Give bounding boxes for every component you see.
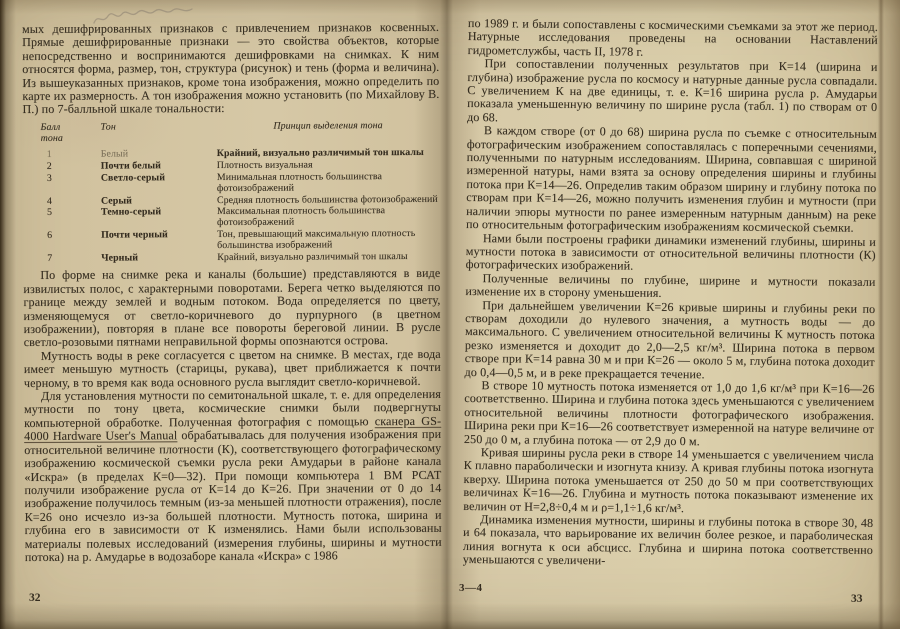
row-principle: Средняя плотность большинства фотоизображений [216, 193, 438, 206]
left-page [22, 21, 442, 565]
left-page-number: 32 [29, 592, 41, 604]
row-principle: Крайний, визуально различимый тон шкалы [217, 250, 408, 263]
row-score: 7 [47, 252, 53, 264]
row-principle: Тон, превышающий максимальную плотность большинства изображений [217, 227, 416, 251]
table-row [41, 206, 440, 230]
left-paragraph-turbidity: Мутность воды в реке согласуется с цветом на снимке. В местах, где вода имеет меньшую мутность (старицы, рукава), цвет приближается к почти черному, в то время как вода основного русла выглядит светло-коричневой. [23, 346, 441, 390]
tone-scale-table [41, 121, 441, 265]
right-paragraph-comparison: При сопоставлении полученных результатов при К=14 (ширина и глубина) изображение русла по космосу и натурные данные русла совпадали. С увеличением К на две единицы, т. е. К=16 ширина русла р. Амударьи показала уменьшенную величину по ширине русла (табл. 1) по створам от 0 до 68. [466, 56, 878, 125]
row-tone: Почти белый [100, 160, 161, 172]
scanner-text-pre: Для установления мутности по семитональной шкале, т. е. для определения мутности по тону цвета, космические снимки были подвергнуты компьютерной обработке. Полученная фотография с помощью [23, 386, 442, 430]
row-score: 3 [46, 172, 52, 184]
row-tone: Серый [100, 195, 132, 207]
header-principle: Принцип выделения тона [273, 119, 383, 132]
row-score: 2 [46, 161, 52, 173]
left-paragraph-continued: мых дешифрированных признаков с привлечением признаков косвенных. Прямые дешифрированные признаки — это свойства объектов, которые непосредственно и воспринимаются дешифровками на снимках. К ним относятся форма, размер, тон, структура (рисунок) и тень (форма и величина). Из вышеуказанных признаков, кроме тона изображения, можно определить по карте их размерность. А тон изображения можно установить (по Михайлову В. П.) по 7-балльной шкале тональности: [21, 19, 440, 117]
row-score: 5 [46, 207, 53, 219]
right-paragraph-values: Полученные величины по глубине, ширине и мутности показали изменение их в сторону уменьшения. [465, 270, 876, 300]
right-page-number: 33 [851, 593, 863, 605]
scanner-text-underlined: сканера GS-4000 Hardware User's Manual [24, 413, 442, 444]
table-row [41, 229, 440, 253]
row-principle: Крайний, визуально различимый тон шкалы [216, 147, 424, 160]
right-paragraph-cross-sections: В каждом створе (от 0 до 68) ширина русла по съемке с относительным фотографическим изображением сопоставлялась с поперечными сечениями, полученными по натурным исследованиям. Ширина, совпавшая с шириной измеренной натуры, нами взята за основу определения ширины и глубины потока при К=14—26. Определив таким образом ширину и глубину потока по створам при К=14—26, можно получить изменения глубин и мутности (при наличии эпюры мутности по ранее измеренным натурным данным) на реке по относительным фотографическим изображениям космической съемки. [465, 123, 877, 235]
right-paragraph-k26: При дальнейшем увеличении К=26 кривые ширины и глубины реки по створам доходили до нулевого значения, а мутность воды — до максимального. С увеличением относительной величины К мутность потока резко изменяется и доходит до 2,0—2,5 кг/м³. Ширина потока в первом створе при К=14 равна 30 м и при К=26 — около 5 м, глубина потока доходит до 0,4—0,5 м, и в реке прекращается течение. [464, 297, 876, 381]
row-tone: Темно-серый [100, 206, 162, 219]
right-paragraph-section10: В створе 10 мутность потока изменяется от 1,0 до 1,6 кг/м³ при К=16—26 соответственно. Ширина и глубина потока здесь уменьшаются с увеличением относительной величины плотности фотографического изображения. Ширина реки при К=16—26 соответствует измеренной на натуре величине от 250 до 0 м, а глубина потока — от 2,9 до 0 м. [463, 378, 875, 448]
header-tone: Тон [100, 121, 116, 133]
scanner-text-post: обрабатывалась для получения изображения при относительной величине плотности (К), соответствующего фотографическому изображению космической съемки русла реки Амударьи в районе канала «Искра» (в пределах К=0—32). При помощи компьютера 1 ВМ РСАТ получили изображение русла от К=14 до К=26. При значении от 0 до 14 изображение получилось темным (из-за меньшей плотности отражения), после К=26 оно исчезло из-за большей плотности. Мутность потока, ширина и глубина его в зависимости от К изменялись. Нами были использованы материалы полевых исследований (измерения глубины, ширины и мутности потока) на р. Амударье в водозаборе канала «Искра» с 1986 [24, 427, 442, 564]
row-tone: Белый [100, 148, 129, 161]
row-principle: Максимальная плотность большинства фотоизображений [216, 205, 386, 229]
row-score: 4 [46, 195, 53, 207]
table-row [41, 172, 440, 196]
left-paragraph-river-form: По форме на снимке река и каналы (большие) представляются в виде извилистых полос, с характерными поворотами. Берега четко выделяются по границе между землей и водным потоком. Вода определяется по цвету, изменяющемуся от светло-коричневого до пурпурного (в цветном изображении), повторяя в плане все повороты береговой линии. В русле светло-розовыми пятнами неправильной формы опознаются острова. [23, 266, 441, 350]
row-score: 1 [46, 149, 52, 161]
signature-mark: 3—4 [459, 582, 483, 594]
row-tone: Черный [101, 252, 139, 264]
right-paragraph-section14: Кривая ширины русла реки в створе 14 уменьшается с увеличением числа К плавно параболически и изогнута книзу. А кривая глубины потока изогнута кверху. Ширина потока уменьшается от 250 до 50 м при соответствующих величинах К=16—26. Глубина и мутность потока показывают изменение их величин от Н=2,8÷0,4 м и ρ=1,1÷1,6 кг/м³. [463, 445, 874, 515]
row-principle: Минимальная плотность большинства фотоизображений [216, 171, 383, 194]
left-paragraph-scanner [24, 388, 442, 564]
table-row [41, 251, 440, 264]
tone-table-header [41, 121, 440, 145]
right-paragraph-dynamics: Динамика изменения мутности, ширины и глубины потока в створе 30, 48 и 64 показала, что варьирование их величин более резкое, и параболическая линия вогнута к оси абсцисс. Глубина и ширина потока соответственно уменьшаются с увеличени- [462, 512, 874, 568]
right-paragraph-continued: по 1989 г. и были сопоставлены с космическими съемками за этот же период. Натурные исследования проведены на основании Наставлений гидрометслужбы, часть II, 1978 г. [467, 16, 878, 59]
row-tone: Светло-серый [100, 172, 166, 184]
row-score: 6 [47, 229, 53, 241]
header-score: Балл тона [40, 121, 63, 144]
row-tone: Почти черный [101, 229, 168, 241]
right-page [463, 17, 878, 571]
row-principle: Плотность визуальная [216, 159, 313, 172]
right-paragraph-graphs: Нами были построены графики динамики изменений глубины, ширины и мутности потока в зависимости от относительной величины плотности (К) фотографических изображений. [465, 230, 876, 273]
